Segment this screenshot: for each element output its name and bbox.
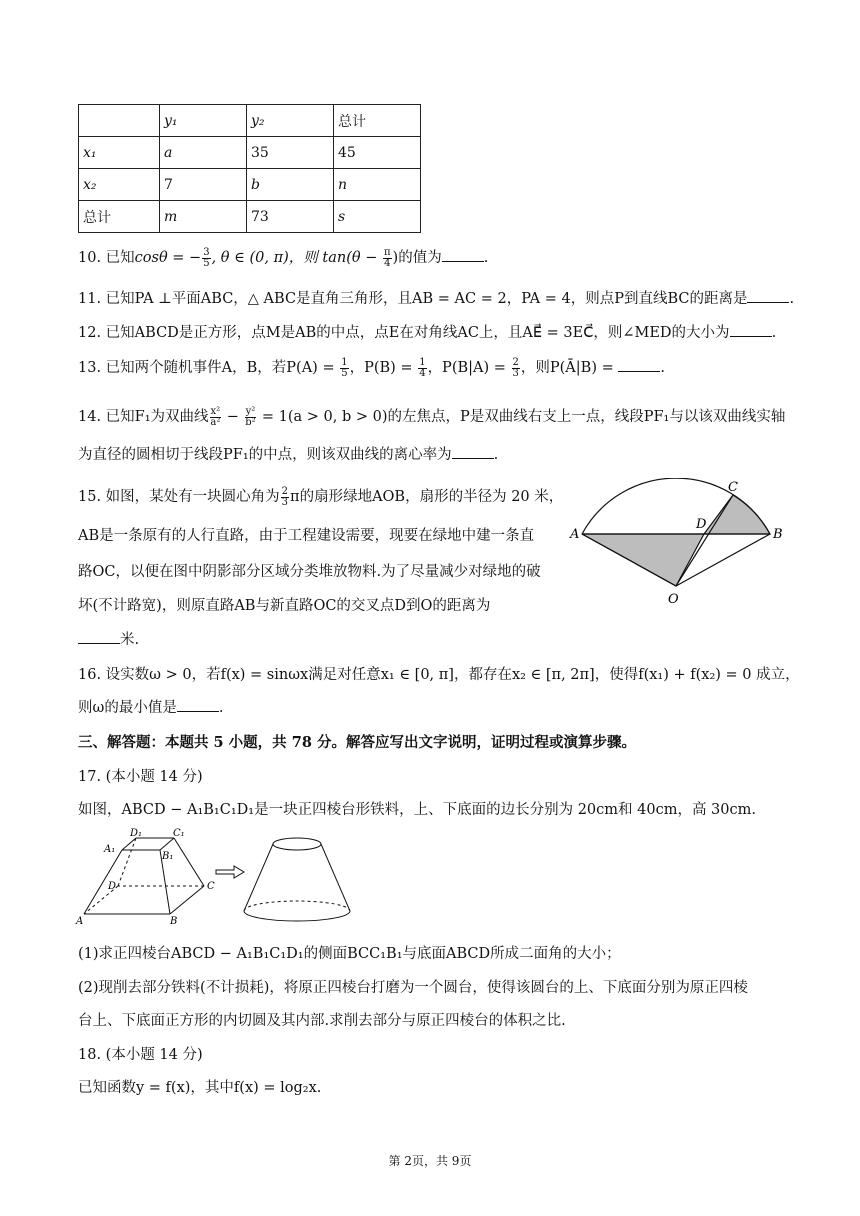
label-a: A [570,527,580,542]
q10-math: cosθ = − [134,250,202,266]
cone-side-left [244,844,273,911]
question-17-part1: (1)求正四棱台ABCD − A₁B₁C₁D₁的侧面BCC₁B₁与底面ABCD所成二面角的大小； [78,946,621,962]
table-row [79,169,421,201]
cone-bottom-arc [244,911,350,921]
label-c1: C₁ [173,828,185,839]
table-cell: a [160,137,247,169]
q12-text: 12. 已知ABCD是正方形，点M是AB的中点，点E在对角线AC上，且AE⃗ = 3EC⃗，则∠MED的大小为 [78,325,730,341]
label-b: B [773,527,783,542]
q14-text: 为直径的圆相切于线段PF₁的中点，则该双曲线的离心率为 [78,447,452,463]
question-18-head: 18. (本小题 14 分) [78,1047,203,1063]
period: . [483,250,489,266]
fraction: $\frac{\text{x²}}{\text{a²}}$ [210,405,221,428]
answer-blank [747,290,789,303]
label-c: C [207,881,215,892]
question-15 [78,485,563,508]
answer-blank [442,249,484,262]
question-17-text: 如图，ABCD − A₁B₁C₁D₁是一块正四棱台形铁料，上、下底面的边长分别为 20cm和 40cm，高 30cm. [78,802,756,818]
label-d1: D₁ [130,828,143,839]
question-12 [78,321,776,342]
table-row [79,201,421,233]
page-footer: 第 2页，共 9页 [388,1154,472,1168]
fraction: $\frac{3}{5}$ [203,246,210,269]
fraction: $\frac{1}{4}$ [419,356,426,379]
cone-top-ellipse [273,838,321,850]
question-18-text: 已知函数y = f(x)，其中f(x) = log₂x. [78,1080,322,1096]
minus: − [222,409,244,425]
period: . [660,360,665,376]
label-b1: B₁ [162,851,174,862]
q15-text: π的扇形绿地AOB，扇形的半径为 20 米， [290,489,564,505]
table-cell: y₁ [160,105,247,137]
q10-math2: , θ ∈ (0, π)，则 tan(θ − [211,250,382,266]
q16-text: 则ω的最小值是 [78,700,177,716]
label-b: B [170,916,178,926]
frustum-figure [74,826,374,926]
question-11 [78,287,794,308]
table-cell: m [160,201,247,233]
q15-text: 15. 如图，某处有一块圆心角为 [78,489,280,505]
label-d: D [696,517,707,532]
q15-line5 [78,628,139,649]
fraction: $\frac{2}{3}$ [512,356,519,379]
q14-text: 14. 已知F₁为双曲线 [78,409,209,425]
q10-post: )的值为 [392,250,442,266]
answer-blank [452,446,494,459]
contingency-table [78,104,421,233]
period: . [771,325,777,341]
q14-text: = 1(a > 0, b > 0)的左焦点，P是双曲线右支上一点，线段PF₁与以该双曲线实轴 [257,409,786,425]
answer-blank [730,324,772,337]
edge-b1c1 [160,838,174,850]
label-o: O [668,592,679,607]
q15-text: 米. [120,632,140,648]
table-cell: x₂ [79,169,160,201]
table-row [79,137,421,169]
q13-text: ，则P(Ā|B) = [520,360,619,376]
period: . [218,700,224,716]
q13-text: ，P(B) = [349,360,418,376]
arrow-icon [216,866,244,878]
answer-blank [177,699,219,712]
q13-text: 13. 已知两个随机事件A，B，若P(A) = [78,360,340,376]
q13-text: ，P(B|A) = [427,360,511,376]
table-cell: 73 [247,201,334,233]
question-17-part2-cont: 台上、下底面正方形的内切圆及其内部.求削去部分与原正四棱台的体积之比. [78,1013,566,1029]
table-cell: n [334,169,421,201]
cone-side-right [321,844,350,911]
table-cell: 7 [160,169,247,201]
question-17-head: 17. (本小题 14 分) [78,769,203,785]
question-17-part2: (2)现削去部分铁料(不计损耗)，将原正四棱台打磨为一个圆台，使得该圆台的上、下底面分别为原正四棱 [78,980,748,996]
table-cell: b [247,169,334,201]
question-16: 16. 设实数ω > 0，若f(x) = sinωx满足对任意x₁ ∈ [0, π]，都存在x₂ ∈ [π, 2π]，使得f(x₁) + f(x₂) = 0 成立， [78,667,800,683]
sector-figure [568,478,788,608]
period: . [493,447,499,463]
q15-text: 路OC，以便在图中阴影部分区域分类堆放物料.为了尽量减少对绿地的破 [78,564,541,580]
table-cell: x₁ [79,137,160,169]
label-a1: A₁ [104,844,116,855]
fraction: $\frac{1}{5}$ [341,356,348,379]
edge-bc [170,886,204,914]
answer-blank [618,359,660,372]
table-cell: 总计 [79,201,160,233]
table-cell: y₂ [247,105,334,137]
q11-text: 11. 已知PA ⊥平面ABC，△ ABC是直角三角形，且AB = AC = 2，PA = 4，则点P到直线BC的距离是 [78,291,748,307]
fraction: $\frac{\text{y²}}{\text{b²}}$ [245,405,256,428]
label-a: A [76,916,84,926]
q15-text: AB是一条原有的人行直路，由于工程建设需要，现要在绿地中建一条直 [78,528,535,544]
question-14 [78,405,785,428]
table-cell: s [334,201,421,233]
q15-text: 坏(不计路宽)，则原直路AB与新直路OC的交叉点D到O的距离为 [78,598,491,614]
edge-aa1 [84,850,122,914]
table-cell: 45 [334,137,421,169]
question-10 [78,246,488,269]
table-cell: 总计 [334,105,421,137]
label-d: D [108,881,117,892]
period: . [789,291,795,307]
fraction: $\frac{\pi}{4}$ [383,246,391,269]
table-row [79,105,421,137]
q10-text: 10. 已知 [78,250,135,266]
shaded-region-right [704,495,770,534]
cone-bottom-hidden [244,901,350,911]
section-heading: 三、解答题：本题共 5 小题，共 78 分。解答应写出文字说明，证明过程或演算步骤。 [78,734,636,751]
answer-blank [78,631,120,644]
edge-cc1 [174,838,204,886]
label-c: C [728,480,738,495]
question-16-line2 [78,696,223,717]
fraction: $\frac{2}{3}$ [281,485,289,508]
question-14-line2 [78,443,498,464]
question-13 [78,356,665,379]
table-cell: 35 [247,137,334,169]
shaded-region-left [582,534,704,586]
table-cell [79,105,160,137]
